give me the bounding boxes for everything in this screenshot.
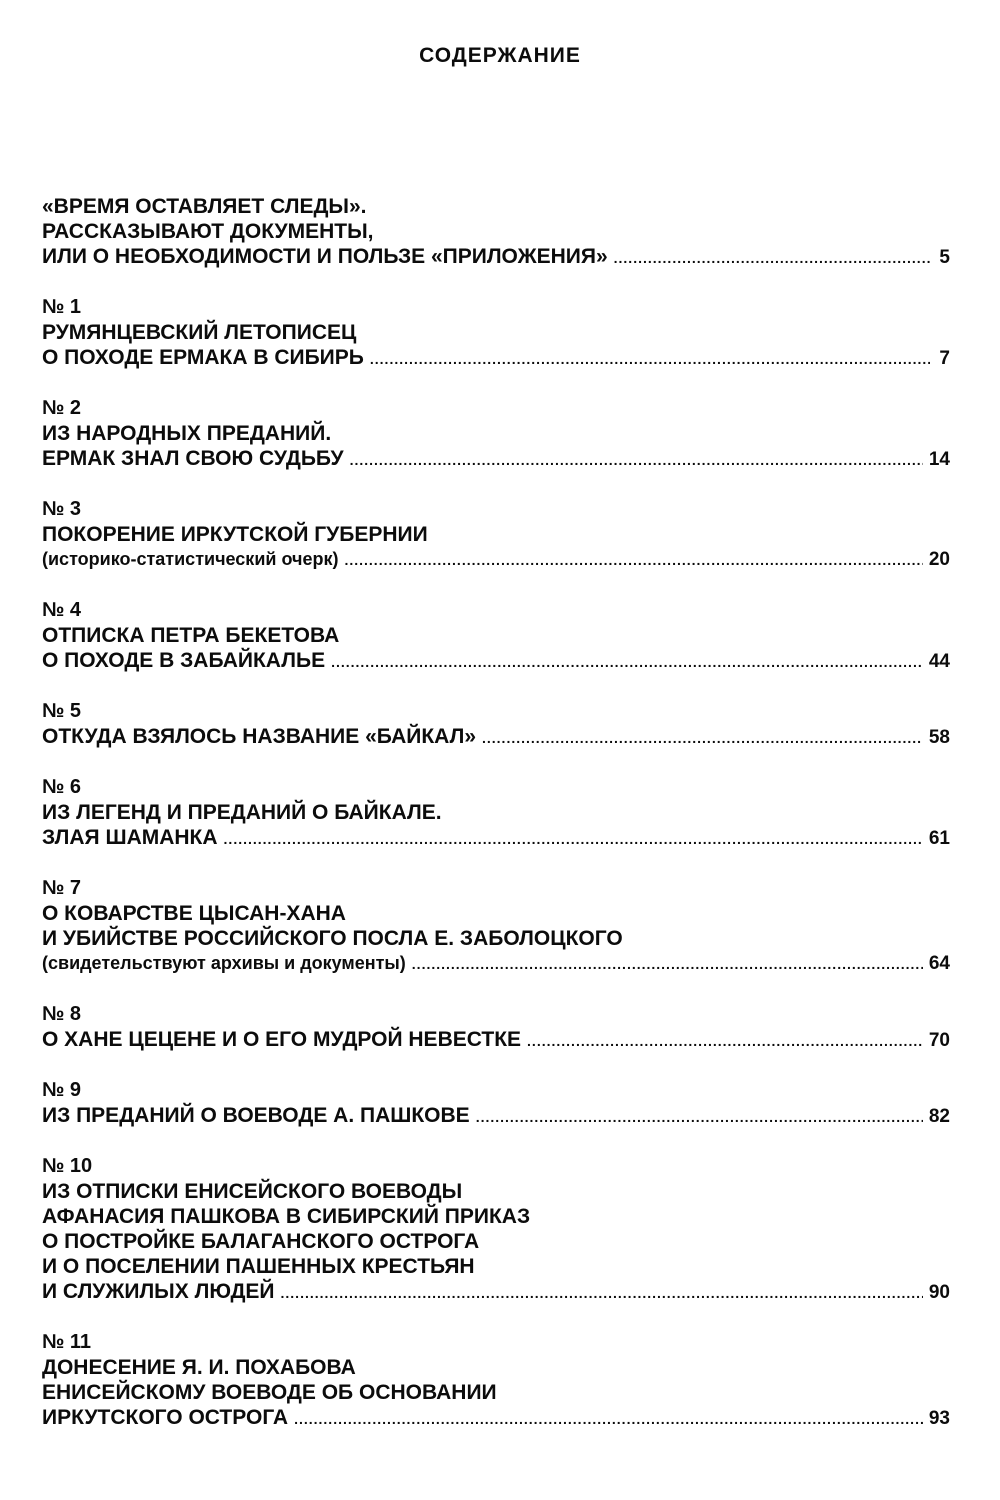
page-number[interactable]: 82 xyxy=(928,1106,950,1127)
page-number[interactable]: 61 xyxy=(928,828,950,849)
entry-title-line: И УБИЙСТВЕ РОССИЙСКОГО ПОСЛА Е. ЗАБОЛОЦКОГО xyxy=(42,927,623,950)
entry-number: № 5 xyxy=(42,700,81,722)
toc-entry[interactable] xyxy=(42,699,950,749)
entry-title-line: ИЗ ОТПИСКИ ЕНИСЕЙСКОГО ВОЕВОДЫ xyxy=(42,1180,463,1203)
entry-title-last-line xyxy=(42,345,950,370)
dot-leader xyxy=(614,246,930,271)
entry-title-text: И СЛУЖИЛЫХ ЛЮДЕЙ xyxy=(42,1280,275,1303)
table-of-contents xyxy=(42,194,950,1456)
entry-title-text: ЕРМАК ЗНАЛ СВОЮ СУДЬБУ xyxy=(42,447,344,470)
entry-title-last-line xyxy=(42,1405,950,1430)
entry-number: № 10 xyxy=(42,1155,93,1177)
entry-title-line: О ПОСТРОЙКЕ БАЛАГАНСКОГО ОСТРОГА xyxy=(42,1230,480,1253)
page-number[interactable]: 58 xyxy=(928,727,950,748)
entry-title-last-line xyxy=(42,446,950,471)
toc-entry[interactable] xyxy=(42,295,950,370)
entry-number: № 3 xyxy=(42,498,81,520)
entry-number: № 2 xyxy=(42,397,81,419)
entry-title-line: О КОВАРСТВЕ ЦЫСАН-ХАНА xyxy=(42,902,346,925)
entry-title-line: ЕНИСЕЙСКОМУ ВОЕВОДЕ ОБ ОСНОВАНИИ xyxy=(42,1381,497,1404)
entry-title-last-line xyxy=(42,951,950,976)
entry-title-text: ИЗ ПРЕДАНИЙ О ВОЕВОДЕ А. ПАШКОВЕ xyxy=(42,1104,470,1127)
dot-leader xyxy=(344,548,922,573)
page-title: СОДЕРЖАНИЕ xyxy=(419,44,581,67)
toc-entry[interactable] xyxy=(42,497,950,572)
toc-entry[interactable] xyxy=(42,1154,950,1304)
entry-title-last-line xyxy=(42,724,950,749)
entry-title-text: О ПОХОДЕ ЕРМАКА В СИБИРЬ xyxy=(42,346,364,369)
dot-leader xyxy=(350,448,923,473)
dot-leader xyxy=(224,827,923,852)
entry-number: № 9 xyxy=(42,1079,81,1101)
entry-title-last-line xyxy=(42,648,950,673)
page-number[interactable]: 14 xyxy=(928,449,950,470)
entry-title-line: РУМЯНЦЕВСКИЙ ЛЕТОПИСЕЦ xyxy=(42,321,357,344)
entry-title-line: ОТПИСКА ПЕТРА БЕКЕТОВА xyxy=(42,624,340,647)
entry-title-text: ОТКУДА ВЗЯЛОСЬ НАЗВАНИЕ «БАЙКАЛ» xyxy=(42,725,476,748)
entry-title-line: ПОКОРЕНИЕ ИРКУТСКОЙ ГУБЕРНИИ xyxy=(42,523,428,546)
toc-entry[interactable] xyxy=(42,1002,950,1052)
entry-title-text: ИРКУТСКОГО ОСТРОГА xyxy=(42,1406,289,1429)
entry-number: № 11 xyxy=(42,1331,91,1353)
toc-entry[interactable] xyxy=(42,598,950,673)
entry-title-line: ДОНЕСЕНИЕ Я. И. ПОХАБОВА xyxy=(42,1356,356,1379)
entry-title-line: И О ПОСЕЛЕНИИ ПАШЕННЫХ КРЕСТЬЯН xyxy=(42,1255,475,1278)
dot-leader xyxy=(412,952,923,977)
entry-title-text: О ХАНЕ ЦЕЦЕНЕ И О ЕГО МУДРОЙ НЕВЕСТКЕ xyxy=(42,1028,522,1051)
entry-title-last-line xyxy=(42,547,950,572)
page-number[interactable]: 64 xyxy=(928,953,950,974)
page-number[interactable]: 90 xyxy=(928,1282,950,1303)
entry-title-text: ИЛИ О НЕОБХОДИМОСТИ И ПОЛЬЗЕ «ПРИЛОЖЕНИЯ» xyxy=(42,245,608,268)
page-number[interactable]: 20 xyxy=(928,549,950,570)
entry-number: № 6 xyxy=(42,776,81,798)
entry-number: № 7 xyxy=(42,877,81,899)
entry-number: № 8 xyxy=(42,1003,81,1025)
page-number[interactable]: 7 xyxy=(939,348,950,369)
toc-entry[interactable] xyxy=(42,775,950,850)
entry-title-text: ЗЛАЯ ШАМАНКА xyxy=(42,826,218,849)
entry-title-last-line xyxy=(42,1027,950,1052)
dot-leader xyxy=(482,726,923,751)
entry-title-line: ИЗ ЛЕГЕНД И ПРЕДАНИЙ О БАЙКАЛЕ. xyxy=(42,801,442,824)
entry-title-line: «ВРЕМЯ ОСТАВЛЯЕТ СЛЕДЫ». xyxy=(42,195,367,218)
page-number[interactable]: 93 xyxy=(928,1408,950,1429)
dot-leader xyxy=(370,347,930,372)
toc-entry[interactable] xyxy=(42,396,950,471)
entry-title-last-line xyxy=(42,825,950,850)
dot-leader xyxy=(294,1407,923,1432)
entry-number: № 4 xyxy=(42,599,81,621)
entry-number: № 1 xyxy=(42,296,81,318)
entry-title-last-line xyxy=(42,1103,950,1128)
entry-title-last-line xyxy=(42,1279,950,1304)
entry-title-last-line xyxy=(42,244,950,269)
dot-leader xyxy=(281,1281,923,1306)
page-number[interactable]: 5 xyxy=(939,247,950,268)
toc-entry[interactable] xyxy=(42,1330,950,1430)
entry-title-line: РАССКАЗЫВАЮТ ДОКУМЕНТЫ, xyxy=(42,220,374,243)
toc-entry[interactable] xyxy=(42,1078,950,1128)
dot-leader xyxy=(476,1105,923,1130)
toc-entry[interactable] xyxy=(42,876,950,976)
page-number[interactable]: 44 xyxy=(928,651,950,672)
entry-title-text: (свидетельствуют архивы и документы) xyxy=(42,953,406,973)
entry-title-line: АФАНАСИЯ ПАШКОВА В СИБИРСКИЙ ПРИКАЗ xyxy=(42,1205,531,1228)
entry-title-text: О ПОХОДЕ В ЗАБАЙКАЛЬЕ xyxy=(42,649,326,672)
dot-leader xyxy=(331,650,923,675)
toc-entry[interactable] xyxy=(42,194,950,269)
entry-title-text: (историко-статистический очерк) xyxy=(42,549,339,569)
dot-leader xyxy=(527,1029,923,1054)
entry-title-line: ИЗ НАРОДНЫХ ПРЕДАНИЙ. xyxy=(42,422,332,445)
page-number[interactable]: 70 xyxy=(928,1030,950,1051)
